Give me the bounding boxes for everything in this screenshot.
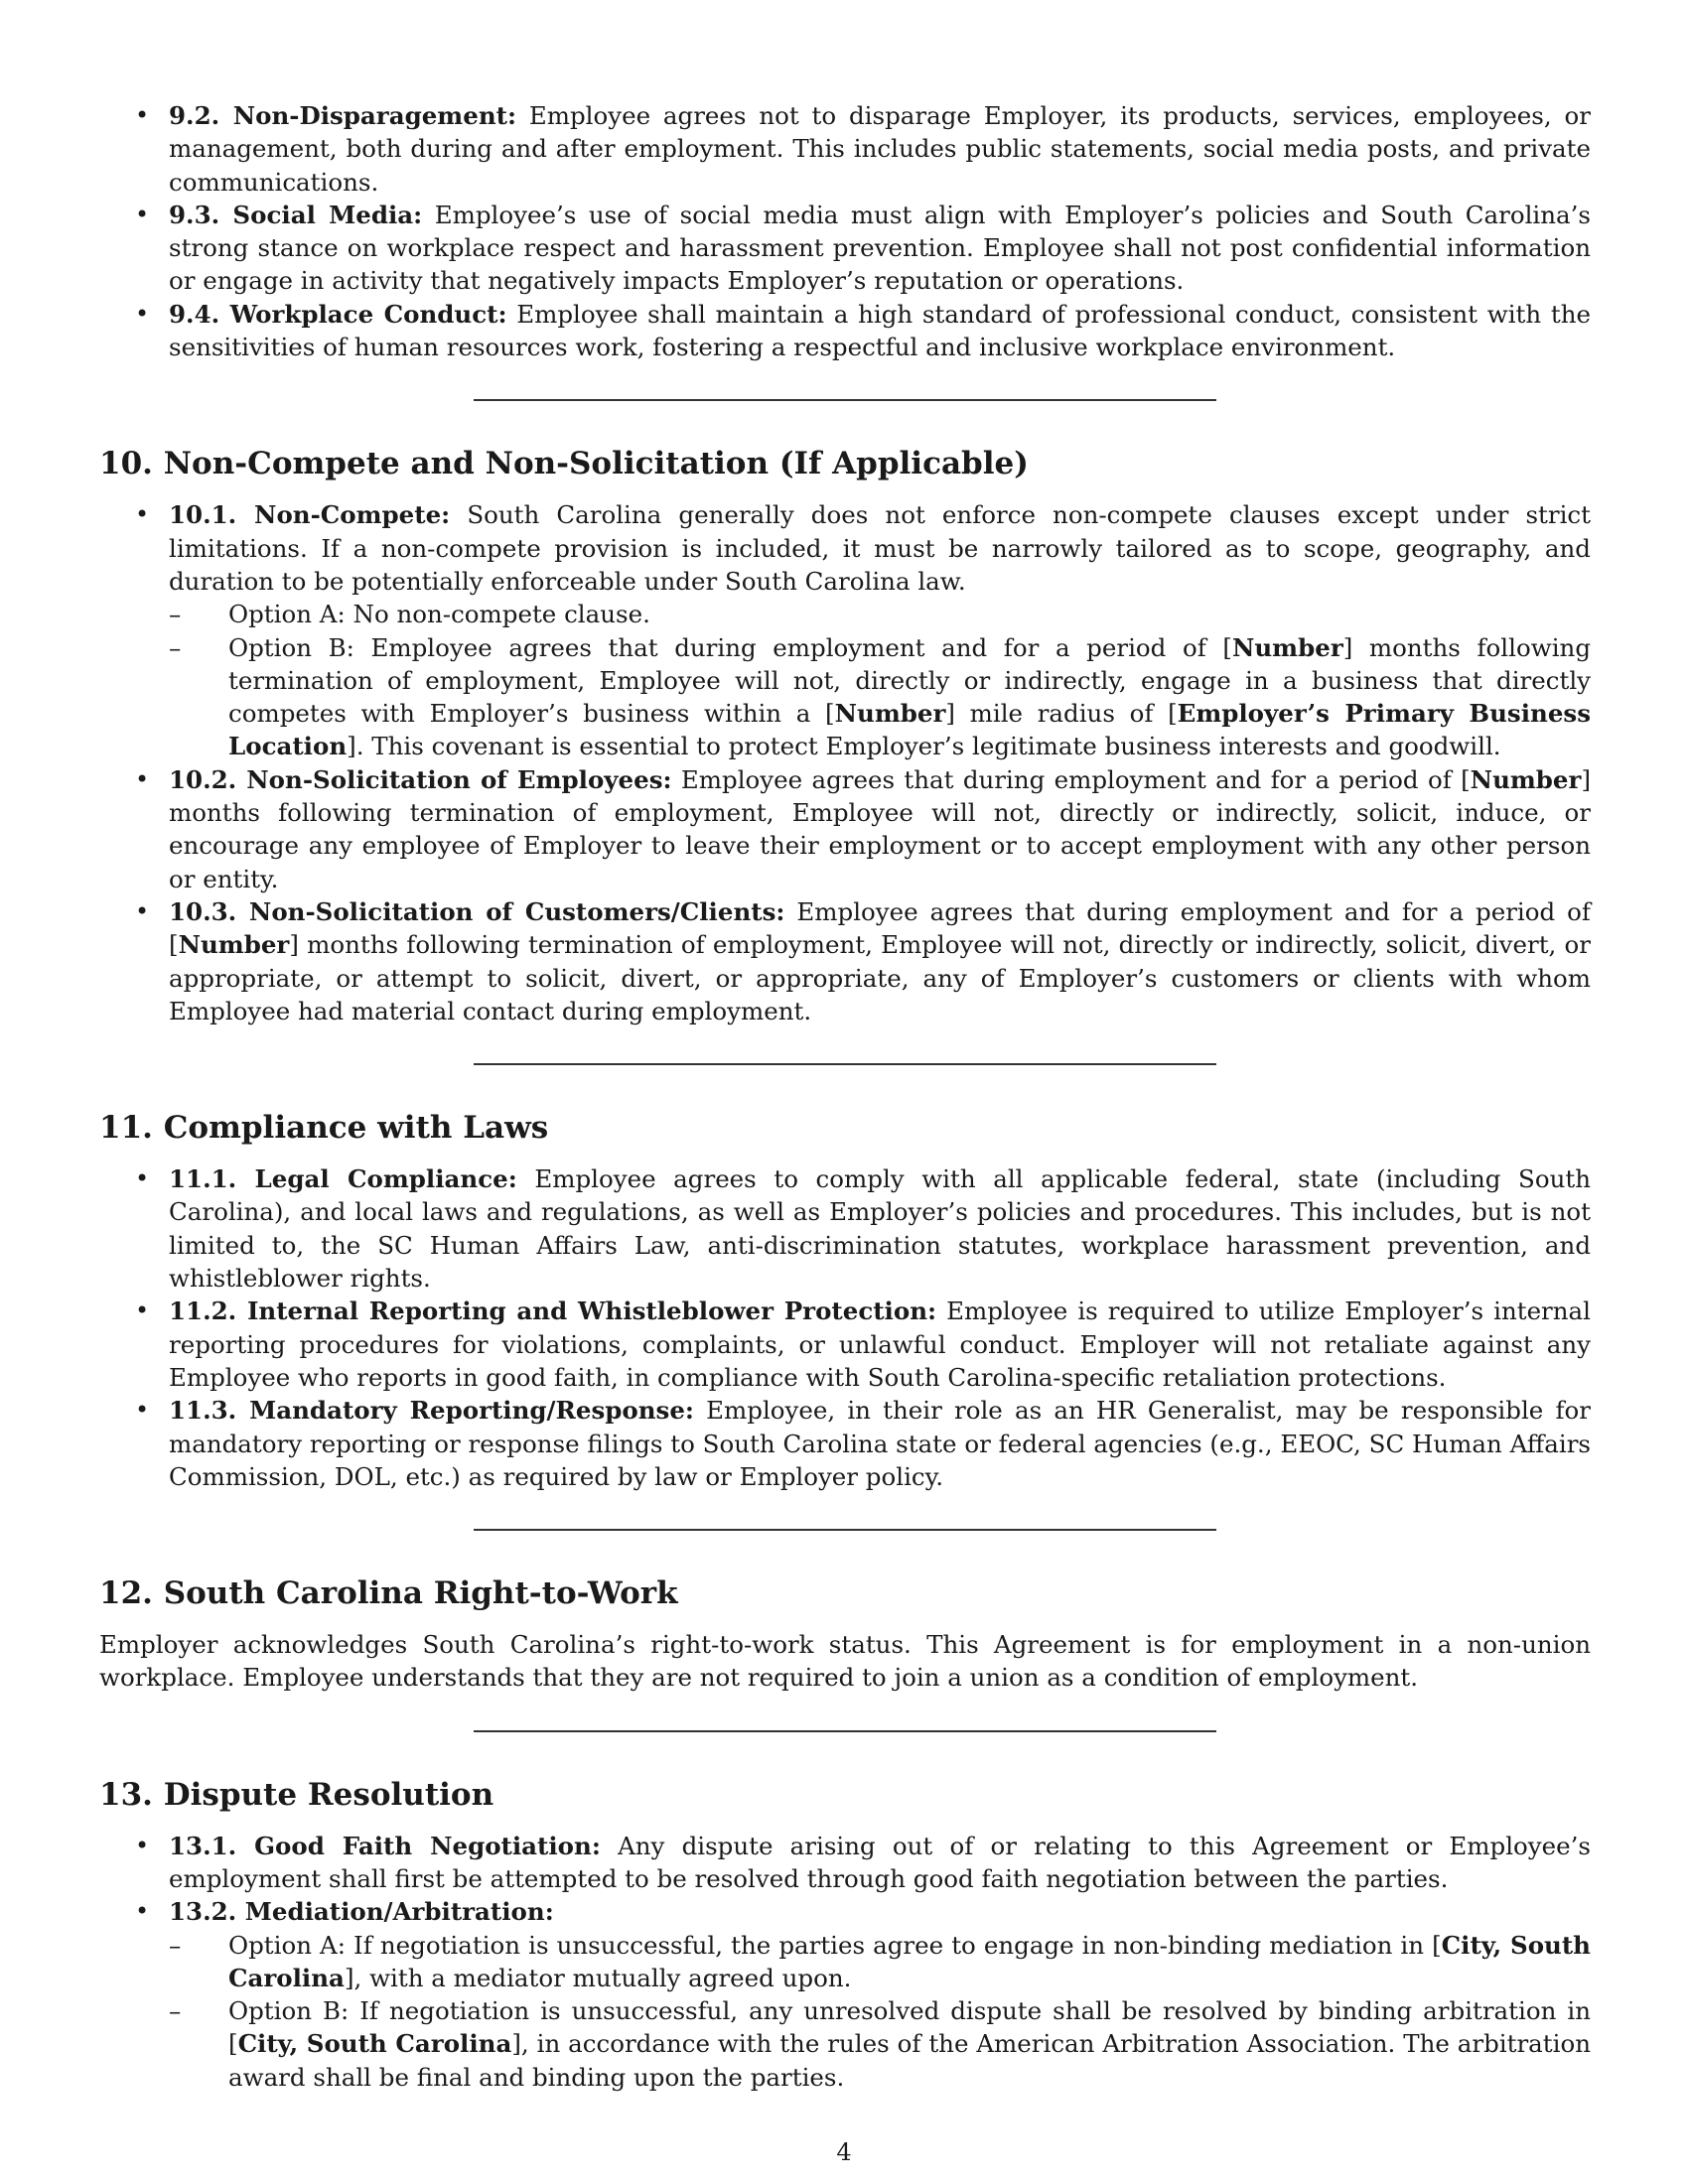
placeholder-field: Number (178, 930, 290, 960)
option-text: Option A: No non-compete clause. (228, 600, 650, 629)
page-number: 4 (836, 2138, 852, 2166)
clause-text: Employee is required to utilize Employer’s internal reporting procedures for violations, complaints, or unlawful conduct. Employer will not retaliate against any Employee who reports in good faith, in compliance with South Carolina-specific retaliation protections. (169, 1297, 1591, 1392)
section-12-heading: 12. South Carolina Right-to-Work (99, 1575, 678, 1612)
clause-label: 9.4. Workplace Conduct: (169, 299, 507, 329)
clause-10-1 (99, 498, 1591, 762)
clause-13-2 (99, 1895, 1591, 2094)
option-b (169, 1994, 1591, 2094)
placeholder-field: Number (1231, 632, 1343, 662)
placeholder-field: Number (834, 699, 946, 729)
non-compete-options (169, 598, 1591, 762)
option-text: Option A: If negotiation is unsuccessful, the parties agree to engage in non-binding mediation in [ (228, 1930, 1442, 1960)
section-11-heading: 11. Compliance with Laws (99, 1110, 549, 1147)
option-text: ] months following termination of employment, Employee will not, directly or indirectly, engage in a business that directly competes with Employer’s business within a [ (228, 632, 1591, 729)
clause-label: 9.2. Non-Disparagement: (169, 101, 516, 130)
placeholder-field: Employer’s Primary Business Location (228, 699, 1591, 761)
clause-text: Employee shall maintain a high standard of professional conduct, consistent with the sensitivities of human resources work, fostering a respectful and inclusive workplace environment. (169, 299, 1591, 362)
clause-10-2 (99, 763, 1591, 895)
clause-10-3 (99, 895, 1591, 1027)
clause-text: Employee agrees that during employment and for a period of [ (169, 896, 1592, 960)
clause-label: 13.2. Mediation/Arbitration: (169, 1897, 554, 1927)
clause-text: Employee’s use of social media must align with Employer’s policies and South Carolina’s strong stance on workplace respect and harassment prevention. Employee shall not post confidential information or engage in activity that negatively impacts Employer’s reputation or operations. (169, 200, 1591, 296)
clause-label: 10.2. Non-Solicitation of Employees: (169, 764, 672, 794)
section-13-heading: 13. Dispute Resolution (99, 1776, 494, 1813)
clause-label: 11.3. Mandatory Reporting/Response: (169, 1396, 694, 1426)
clause-text: ] months following termination of employment, Employee will not, directly or indirectly, solicit, induce, or encourage any employee of Employer to leave their employment or to accept employment with any other person or entity. (169, 764, 1591, 893)
section-12-body: Employer acknowledges South Carolina’s right-to-work status. This Agreement is for employment in a non-union workplace. Employee understands that they are not required to join a union as a condition of employment. (99, 1630, 1591, 1693)
placeholder-field: City, South Carolina (228, 1930, 1591, 1992)
clause-11-1 (99, 1162, 1591, 1295)
clause-label: 13.1. Good Faith Negotiation: (169, 1831, 601, 1860)
section-13-list (99, 1830, 1591, 2094)
section-10-heading: 10. Non-Compete and Non-Solicitation (If Applicable) (99, 446, 1029, 482)
clause-label: 11.2. Internal Reporting and Whistleblower Protection: (169, 1297, 937, 1326)
page-content (99, 99, 1591, 2094)
clause-11-2 (99, 1295, 1591, 1394)
clause-text: Any dispute arising out of or relating to this Agreement or Employee’s employment shall first be attempted to be resolved through good faith negotiation between the parties. (169, 1831, 1592, 1893)
option-text: Option B: Employee agrees that during employment and for a period of [ (228, 632, 1232, 662)
section-10-list (99, 498, 1591, 1027)
option-text: ], with a mediator mutually agreed upon. (344, 1963, 852, 1992)
section-11-list (99, 1162, 1591, 1493)
clause-text: Employee, in their role as an HR Generalist, may be responsible for mandatory reporting or response filings to South Carolina state or federal agencies (e.g., EEOC, SC Human Affairs Commission, DOL, etc.) as required by law or Employer policy. (169, 1396, 1591, 1491)
option-text: ]. This covenant is essential to protect Employer’s legitimate business interests and goodwill. (347, 732, 1501, 761)
option-b (169, 631, 1591, 763)
clause-9-2 (99, 99, 1591, 199)
clause-11-3 (99, 1394, 1591, 1493)
clause-label: 9.3. Social Media: (169, 200, 423, 229)
option-a (169, 1929, 1591, 1995)
option-text: Option B: If negotiation is unsuccessful, any unresolved dispute shall be resolved by binding arbitration in [ (228, 1996, 1591, 2059)
clause-label: 11.1. Legal Compliance: (169, 1164, 517, 1194)
section-divider (474, 399, 1216, 401)
section-divider (474, 1730, 1216, 1732)
clause-text: Employee agrees to comply with all applicable federal, state (including South Carolina), and local laws and regulations, as well as Employer’s policies and procedures. This includes, but is not limited to, the SC Human Affairs Law, anti-discrimination statutes, workplace harassment prevention, and whistleblower rights. (169, 1164, 1591, 1294)
clause-label: 10.1. Non-Compete: (169, 500, 451, 530)
clause-9-3 (99, 199, 1591, 298)
clause-text: ] months following termination of employment, Employee will not, directly or indirectly, solicit, divert, or appropriate, or attempt to solicit, divert, or appropriate, any of Employer’s customers or clients with whom Employee had material contact during employment. (169, 930, 1591, 1025)
clause-9-4 (99, 298, 1591, 364)
clause-text: Employee agrees that during employment and for a period of [ (671, 764, 1471, 794)
option-a (169, 598, 1591, 630)
section-divider (474, 1529, 1216, 1531)
section-9-list (99, 99, 1591, 363)
placeholder-field: City, South Carolina (237, 2029, 512, 2059)
option-text: ], in accordance with the rules of the American Arbitration Association. The arbitration award shall be final and binding upon the parties. (228, 2029, 1591, 2092)
clause-text: Employee agrees not to disparage Employer, its products, services, employees, or management, both during and after employment. This includes public statements, social media posts, and private communications. (169, 101, 1591, 197)
clause-label: 10.3. Non-Solicitation of Customers/Clients: (169, 896, 785, 926)
option-text: ] mile radius of [ (945, 699, 1178, 729)
placeholder-field: Number (1470, 764, 1582, 794)
clause-text: South Carolina generally does not enforce non-compete clauses except under strict limitations. If a non-compete provision is included, it must be narrowly tailored as to scope, geography, and duration to be potentially enforceable under South Carolina law. (169, 500, 1591, 596)
clause-13-1 (99, 1830, 1591, 1896)
section-divider (474, 1063, 1216, 1065)
dispute-options (169, 1929, 1591, 2094)
